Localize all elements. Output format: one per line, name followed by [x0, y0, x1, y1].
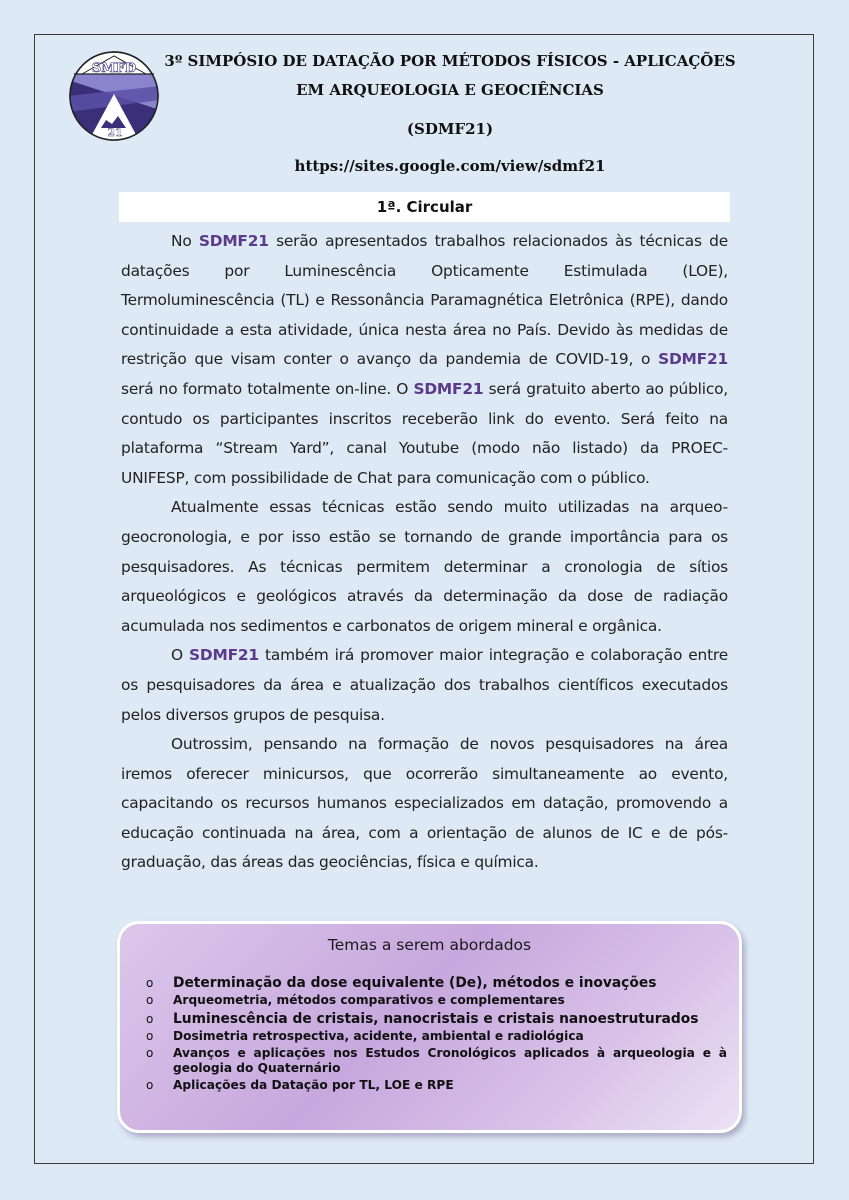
bullet-icon: o — [146, 993, 154, 1007]
circular-title-bar — [119, 192, 730, 222]
event-acronym: (SDMF21) — [406, 120, 494, 138]
event-acronym-highlight: SDMF21 — [413, 379, 484, 398]
event-acronym-highlight: SDMF21 — [189, 646, 259, 665]
theme-label: Dosimetria retrospectiva, acidente, ambiental e radiológica — [173, 1029, 584, 1043]
paragraph-text: será gratuito aberto ao público, contudo os participantes inscritos receberão link do evento. Será feito na plataforma “Stream Yard”, canal Youtube (modo não listado) da PROEC-UNIFESP, com possibilidade de Chat para comunicação com o público. — [121, 379, 728, 487]
event-title-line-2: EM ARQUEOLOGIA E GEOCIÊNCIAS — [296, 81, 604, 99]
bullet-icon: o — [146, 1012, 154, 1026]
body-text — [121, 227, 728, 878]
logo-number: 21 — [107, 126, 123, 139]
theme-label: Arqueometria, métodos comparativos e complementares — [173, 993, 565, 1007]
bullet-icon: o — [146, 1046, 154, 1060]
event-acronym-highlight: SDMF21 — [658, 350, 728, 369]
event-acronym-highlight: SDMF21 — [198, 232, 269, 250]
paragraph-text: será no formato totalmente on-line. O — [121, 379, 414, 398]
paragraph-text: também irá promover maior integração e colaboração entre os pesquisadores da área e atualização dos trabalhos científicos executados pelos diversos grupos de pesquisa. — [121, 646, 728, 724]
body-paragraph — [121, 227, 728, 493]
body-paragraph — [121, 641, 728, 730]
body-paragraph — [121, 493, 728, 641]
paragraph-text: serão apresentados trabalhos relacionados às técnicas de datações por Luminescência Opticamente Estimulada (LOE), Termoluminescência (TL) e Ressonância Paramagnética Eletrônica (RPE), dando continuidade a esta atividade, única nesta área no País. Devido às medidas de restrição que visam conter o avanço da pandemia de COVID-19, o — [121, 232, 728, 369]
theme-item — [120, 1078, 739, 1093]
bullet-icon: o — [146, 976, 154, 990]
theme-item — [120, 993, 739, 1008]
theme-item — [120, 1029, 739, 1044]
sdmf-logo — [68, 50, 160, 142]
theme-label: Determinação da dose equivalente (De), métodos e inovações — [173, 975, 657, 991]
paragraph-text: Atualmente essas técnicas estão sendo muito utilizadas na arqueo-geocronologia, e por isso estão se tornando de grande importância para os pesquisadores. As técnicas permitem determinar a cronologia de sítios arqueológicos e geológicos através da determinação da dose de radiação acumulada nos sedimentos e carbonatos de origem mineral e orgânica. — [121, 498, 728, 635]
theme-label: Luminescência de cristais, nanocristais e cristais nanoestruturados — [173, 1011, 699, 1027]
theme-item — [120, 1010, 739, 1028]
theme-item — [120, 974, 739, 992]
paragraph-text: Outrossim, pensando na formação de novos pesquisadores na área iremos oferecer minicursos, que ocorrerão simultaneamente ao evento, capacitando os recursos humanos especializados em datação, promovendo a educação continuada na área, com a orientação de alunos de IC e de pós-graduação, das áreas das geociências, física e química. — [121, 735, 728, 872]
themes-box — [117, 921, 742, 1133]
event-title-line-1: 3º SIMPÓSIO DE DATAÇÃO POR MÉTODOS FÍSICOS - APLICAÇÕES — [164, 52, 736, 70]
paragraph-text: O — [171, 646, 190, 665]
theme-label: Aplicações da Datação por TL, LOE e RPE — [173, 1078, 454, 1092]
bullet-icon: o — [146, 1078, 154, 1092]
circular-title: 1ª. Circular — [376, 198, 473, 216]
logo-text: SMFD — [91, 61, 137, 76]
theme-item — [120, 1046, 739, 1076]
themes-list — [120, 974, 739, 1095]
theme-label: Avanços e aplicações nos Estudos Cronológicos aplicados à arqueologia e à geologia do Quaternário — [173, 1046, 727, 1075]
paragraph-text: No — [171, 232, 199, 250]
bullet-icon: o — [146, 1029, 154, 1043]
themes-title: Temas a serem abordados — [327, 936, 532, 954]
body-paragraph — [121, 730, 728, 878]
event-url-link[interactable]: https://sites.google.com/view/sdmf21 — [294, 157, 606, 175]
